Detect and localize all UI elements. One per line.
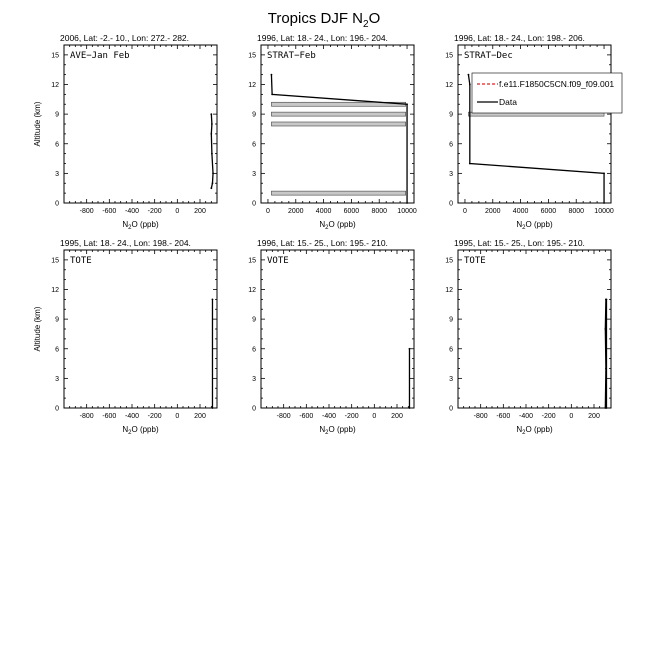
- data-point: [210, 187, 212, 189]
- data-series-line: [605, 299, 606, 408]
- y-tick-label: 15: [51, 257, 59, 265]
- y-tick-label: 15: [445, 52, 453, 60]
- x-tick-label: -400: [321, 413, 337, 420]
- x-axis-label: $N_2O$ (ppb): [122, 220, 159, 231]
- data-point: [606, 298, 608, 300]
- y-tick-label: 3: [55, 375, 59, 383]
- x-tick-label: -400: [124, 413, 140, 420]
- panel-5: [248, 238, 414, 436]
- y-tick-label: 3: [449, 375, 453, 383]
- y-tick-label: 3: [55, 170, 59, 178]
- data-series-line: [211, 114, 213, 188]
- x-tick-label: 6000: [540, 208, 557, 215]
- panel-4: [33, 238, 217, 436]
- x-tick-label: 0: [463, 208, 467, 215]
- data-point: [210, 113, 212, 115]
- y-tick-label: 12: [248, 82, 256, 89]
- data-point: [409, 348, 411, 350]
- y-tick-label: 6: [252, 141, 256, 149]
- x-tick-label: 8000: [371, 208, 388, 215]
- x-tick-label: 0: [569, 413, 574, 420]
- data-point: [468, 74, 470, 76]
- y-tick-label: 9: [55, 316, 59, 324]
- panel-2: [248, 33, 417, 231]
- y-tick-label: 15: [248, 52, 256, 60]
- y-tick-label: 9: [449, 316, 453, 324]
- panel-caption: 1996, Lat: 18.- 24., Lon: 198.- 206.: [454, 33, 585, 43]
- x-axis-label: $N_2O$ (ppb): [319, 425, 356, 436]
- y-tick-label: 6: [449, 141, 453, 149]
- data-point: [212, 182, 214, 184]
- x-tick-label: -800: [276, 413, 291, 420]
- x-tick-label: 8000: [568, 208, 585, 215]
- y-tick-label: 0: [252, 405, 256, 413]
- y-tick-label: 15: [248, 257, 256, 265]
- y-tick-label: 9: [55, 111, 59, 119]
- panel-label: STRAT−Dec: [464, 51, 513, 61]
- y-tick-label: 0: [449, 200, 453, 208]
- data-point: [271, 93, 273, 95]
- x-tick-label: -800: [473, 413, 488, 420]
- x-tick-label: 200: [194, 208, 206, 215]
- data-point: [469, 163, 471, 165]
- legend-model-label: f.e11.F1850C5CN.f09_f09.001: [499, 79, 615, 89]
- y-tick-label: 9: [252, 316, 256, 324]
- data-point: [211, 153, 213, 155]
- x-axis-label: $N_2O$ (ppb): [516, 220, 553, 231]
- y-tick-label: 6: [55, 141, 59, 149]
- x-tick-label: 4000: [512, 208, 529, 215]
- x-tick-label: 4000: [315, 208, 332, 215]
- x-tick-label: -600: [102, 208, 117, 215]
- x-tick-label: -200: [147, 413, 162, 420]
- y-tick-label: 12: [51, 82, 59, 89]
- data-range-bar: [271, 122, 405, 126]
- panel-label: STRAT−Feb: [267, 51, 316, 61]
- data-point: [406, 103, 408, 105]
- x-tick-label: 2000: [484, 208, 501, 215]
- y-tick-label: 3: [252, 170, 256, 178]
- y-axis-label: Altitude (km): [33, 101, 42, 147]
- data-point: [409, 407, 411, 409]
- y-tick-label: 0: [55, 200, 59, 208]
- x-tick-label: 10000: [594, 208, 614, 215]
- y-axis-label: Altitude (km): [33, 306, 42, 352]
- data-point: [212, 298, 214, 300]
- panel-caption: 1995, Lat: 15.- 25., Lon: 195.- 210.: [454, 238, 585, 248]
- x-tick-label: 0: [175, 208, 180, 215]
- panel-label: VOTE: [267, 256, 289, 266]
- x-axis-label: $N_2O$ (ppb): [122, 425, 159, 436]
- y-tick-label: 3: [252, 375, 256, 383]
- data-point: [406, 202, 408, 204]
- panel-1: [33, 33, 217, 231]
- y-tick-label: 9: [449, 111, 453, 119]
- x-tick-label: 200: [194, 413, 206, 420]
- x-tick-label: -800: [79, 208, 94, 215]
- y-tick-label: 9: [252, 111, 256, 119]
- data-point: [603, 202, 605, 204]
- plot-frame: [64, 45, 217, 203]
- y-tick-label: 6: [252, 346, 256, 354]
- y-tick-label: 0: [252, 200, 256, 208]
- data-point: [210, 133, 212, 135]
- data-point: [212, 407, 214, 409]
- legend-data-label: Data: [499, 97, 517, 107]
- y-tick-label: 6: [449, 346, 453, 354]
- plot-frame: [64, 250, 217, 408]
- x-tick-label: 0: [372, 413, 377, 420]
- x-tick-label: -200: [147, 208, 162, 215]
- y-tick-label: 12: [445, 287, 453, 294]
- y-tick-label: 6: [55, 346, 59, 354]
- y-tick-label: 12: [445, 82, 453, 89]
- y-tick-label: 0: [449, 405, 453, 413]
- plot-frame: [458, 45, 611, 203]
- x-tick-label: 10000: [397, 208, 417, 215]
- panel-label: TOTE: [70, 256, 92, 266]
- x-tick-label: -600: [496, 413, 511, 420]
- y-tick-label: 12: [51, 287, 59, 294]
- data-point: [211, 123, 213, 125]
- x-tick-label: -800: [79, 413, 94, 420]
- y-tick-label: 15: [445, 257, 453, 265]
- x-tick-label: 2000: [287, 208, 304, 215]
- x-axis-label: $N_2O$ (ppb): [516, 425, 553, 436]
- data-point: [271, 74, 273, 76]
- x-tick-label: -400: [124, 208, 140, 215]
- panel-caption: 2006, Lat: -2.- 10., Lon: 272.- 282.: [60, 33, 190, 43]
- plot-frame: [261, 250, 414, 408]
- x-tick-label: 6000: [343, 208, 360, 215]
- panel-caption: 1996, Lat: 15.- 25., Lon: 195.- 210.: [257, 238, 388, 248]
- x-tick-label: 200: [588, 413, 600, 420]
- x-tick-label: 0: [266, 208, 270, 215]
- data-series-line: [271, 75, 407, 203]
- panel-3: [445, 33, 622, 231]
- x-tick-label: 200: [391, 413, 403, 420]
- panel-6: [445, 238, 611, 436]
- x-tick-label: -200: [344, 413, 359, 420]
- y-tick-label: 12: [248, 287, 256, 294]
- panel-caption: 1996, Lat: 18.- 24., Lon: 196.- 204.: [257, 33, 388, 43]
- x-tick-label: -600: [299, 413, 314, 420]
- y-tick-label: 0: [55, 405, 59, 413]
- data-point: [212, 172, 214, 174]
- x-tick-label: -600: [102, 413, 117, 420]
- data-point: [469, 84, 471, 86]
- data-point: [603, 172, 605, 174]
- x-axis-label: $N_2O$ (ppb): [319, 220, 356, 231]
- plot-frame: [458, 250, 611, 408]
- data-point: [606, 407, 608, 409]
- panel-label: AVE−Jan Feb: [70, 51, 130, 61]
- data-range-bar: [271, 112, 405, 116]
- figure-title: Tropics DJF $N_2O$: [267, 10, 381, 30]
- x-tick-label: -200: [541, 413, 556, 420]
- x-tick-label: -400: [518, 413, 534, 420]
- x-tick-label: 0: [175, 413, 180, 420]
- y-tick-label: 15: [51, 52, 59, 60]
- panel-label: TOTE: [464, 256, 486, 266]
- data-range-bar: [271, 191, 405, 195]
- y-tick-label: 3: [449, 170, 453, 178]
- panel-caption: 1995, Lat: 18.- 24., Lon: 198.- 204.: [60, 238, 191, 248]
